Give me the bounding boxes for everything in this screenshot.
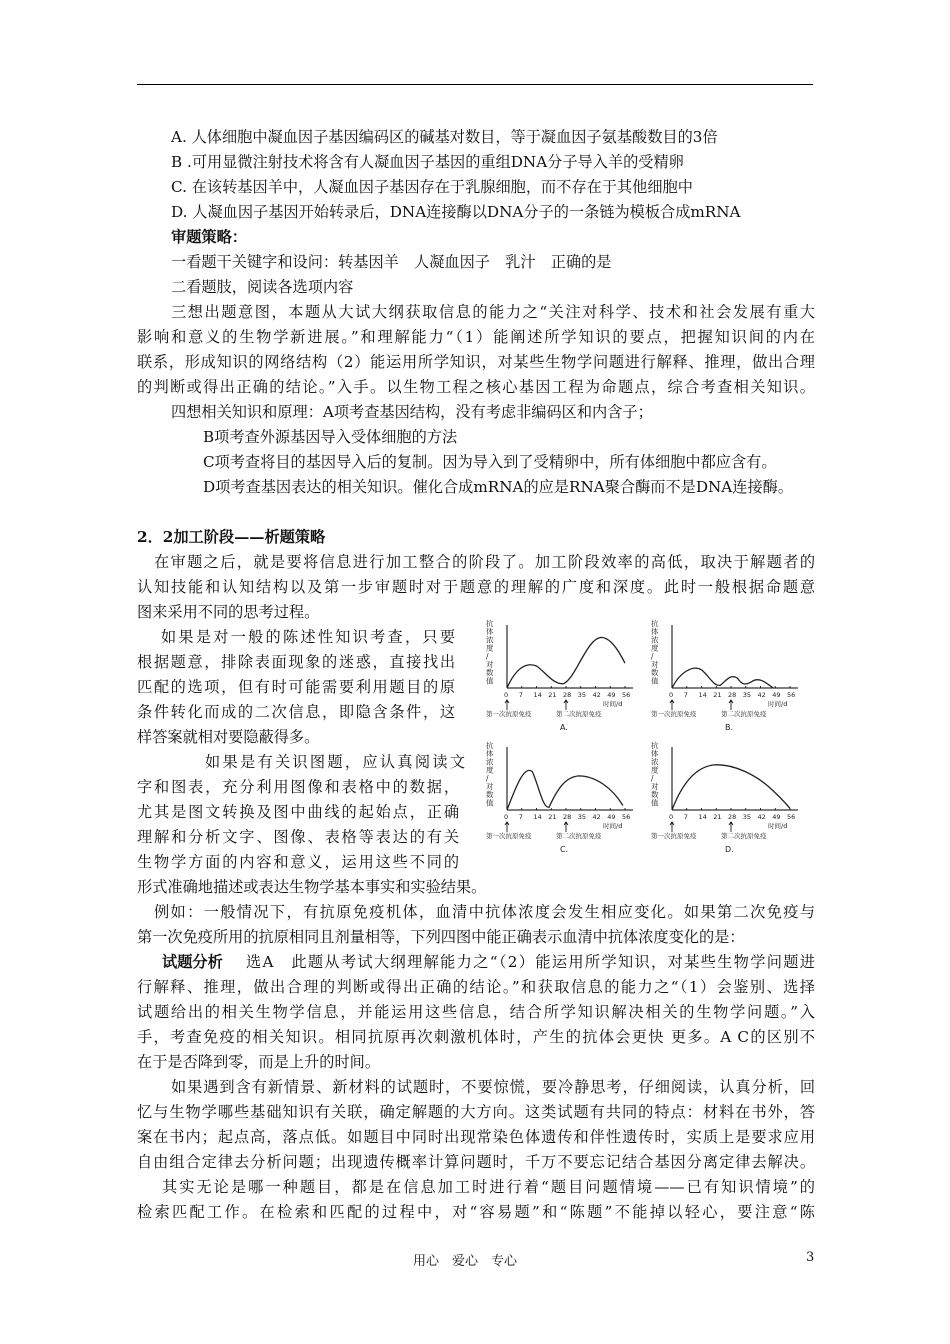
paragraph-line: 条件转化而成的二次信息，即隐含条件，这 (137, 703, 455, 721)
x-tick-label: 0 (669, 813, 674, 821)
panel-label: C. (560, 845, 569, 854)
y-axis-label-char: / (486, 773, 489, 783)
arrow-icon (729, 700, 733, 710)
arrow-icon (505, 700, 509, 710)
paragraph-line: 样答案就相对要隐蔽得多。 (137, 728, 320, 746)
strategy-step3-line: 影响和意义的生物学新进展。”和理解能力“（1）能阐述所学知识的要点，把握知识间的内在 (137, 328, 815, 346)
x-tick-label: 7 (683, 813, 688, 821)
y-axis-label-char: 度 (486, 643, 494, 653)
antibody-figure (480, 618, 815, 856)
second-immunization-label: 第二次抗原免疫 (721, 710, 767, 718)
x-tick-label: 28 (563, 691, 572, 699)
x-tick-label: 21 (713, 691, 722, 699)
analysis-heading: 试题分析 (162, 953, 223, 971)
paragraph-line: 忆与生物学哪些基础知识有关联，确定解题的大方向。这类试题有共同的特点：材料在书外，答 (137, 1103, 815, 1121)
y-axis-label-char: 数 (651, 668, 659, 678)
x-tick-label: 14 (533, 691, 542, 699)
header-rule (137, 84, 813, 85)
arrow-icon (729, 822, 733, 832)
first-immunization-label: 第一次抗原免疫 (651, 832, 697, 840)
graph-panel (486, 740, 633, 854)
strategy-step4: 四想相关知识和原理：A项考查基因结构，没有考虑非编码区和内含子； (171, 403, 653, 421)
panel-label: A. (560, 723, 568, 732)
x-tick-label: 21 (713, 813, 722, 821)
x-tick-label: 0 (669, 691, 674, 699)
option-c: C. 在该转基因羊中，人凝血因子基因存在于乳腺细胞，而不存在于其他细胞中 (171, 178, 693, 196)
x-axis-unit: 时间/d (603, 700, 623, 708)
panel-label: B. (725, 723, 734, 732)
option-d: D. 人凝血因子基因开始转录后，DNA连接酶以DNA分子的一条链为模板合成mRNA (171, 203, 741, 221)
y-axis-label-char: 体 (486, 749, 494, 759)
y-axis-label-char: 体 (651, 749, 659, 759)
x-tick-label: 35 (577, 813, 587, 821)
y-axis-label-char: / (651, 651, 654, 661)
y-axis-label-char: 抗 (651, 741, 659, 750)
y-axis-label-char: 值 (651, 676, 659, 686)
x-tick-label: 7 (683, 691, 688, 699)
x-tick-label: 56 (622, 691, 631, 699)
x-tick-label: 0 (504, 691, 509, 699)
y-axis-label-char: 抗 (651, 619, 659, 628)
arrow-icon (670, 822, 674, 832)
analysis-line: 手，考查免疫的相关知识。相同抗原再次刺激机体时，产生的抗体会更快 更多。A C的区别不 (137, 1028, 815, 1046)
first-immunization-label: 第一次抗原免疫 (651, 710, 697, 718)
x-tick-label: 28 (728, 813, 737, 821)
y-axis-label-char: 浓 (486, 757, 494, 767)
strategy-heading: 审题策略： (171, 228, 247, 246)
first-immunization-label: 第一次抗原免疫 (486, 832, 532, 840)
x-tick-label: 35 (742, 813, 752, 821)
example-line: 例如：一般情况下，有抗原免疫机体，血清中抗体浓度会发生相应变化。如果第二次免疫与 (154, 903, 815, 921)
analysis-line: 行解释、推理，做出合理的判断或得出正确的结论。”和获取信息的能力之“（1）会鉴别、选择 (137, 978, 815, 996)
analysis-line: 选A 此题从考试大纲理解能力之“（2）能运用所学知识，对某些生物学问题进 (246, 953, 815, 971)
x-tick-label: 0 (504, 813, 509, 821)
y-axis-label-char: 对 (486, 660, 494, 669)
strategy-step3-line: 联系，形成知识的网络结构（2）能运用所学知识，对某些生物学问题进行解释、推理，做出合理 (137, 353, 815, 371)
paragraph-line: 检索匹配工作。在检索和匹配的过程中，对“容易题”和“陈题”不能掉以轻心，要注意“陈 (137, 1203, 815, 1221)
second-immunization-label: 第二次抗原免疫 (556, 710, 602, 718)
antibody-curve (672, 668, 773, 688)
y-axis-label-char: 体 (651, 627, 659, 637)
x-tick-label: 14 (698, 813, 707, 821)
paragraph-line: 认知技能和认知结构以及第一步审题时对于题意的理解的广度和深度。此时一般根据命题意 (137, 578, 815, 596)
example-line: 第一次免疫所用的抗原相同且剂量相等，下列四图中能正确表示血清中抗体浓度变化的是： (137, 928, 745, 946)
y-axis-label-char: / (486, 651, 489, 661)
strategy-step3-line: 三想出题意图，本题从大试大纲获取信息的能力之“关注对科学、技术和社会发展有重大 (171, 303, 815, 321)
paragraph-line: 其实无论是哪一种题目，都是在信息加工时进行着“题目问题情境——已有知识情境”的 (162, 1178, 815, 1196)
paragraph-line: 匹配的选项，但有时可能需要利用题目的原 (137, 678, 455, 696)
paragraph-line: 形式准确地描述或表达生物学基本事实和实验结果。 (137, 878, 487, 896)
footer-motto: 用心 爱心 专心 (413, 1254, 518, 1269)
x-tick-label: 14 (533, 813, 542, 821)
option-b: B .可用显微注射技术将含有人凝血因子基因的重组DNA分子导入羊的受精卵 (171, 153, 684, 171)
paragraph-line: 自由组合定律去分析问题；出现遗传概率计算问题时，千万不要忘记结合基因分离定律去解决。 (137, 1153, 815, 1171)
y-axis-label-char: 对 (651, 782, 659, 791)
x-tick-label: 56 (622, 813, 631, 821)
y-axis-label-char: 度 (486, 765, 494, 775)
page-number: 3 (806, 1250, 815, 1265)
antibody-curve (507, 770, 623, 810)
arrow-icon (564, 822, 568, 832)
strategy-step2: 二看题肢，阅读各选项内容 (171, 278, 354, 296)
arrow-icon (670, 700, 674, 710)
x-tick-label: 7 (518, 691, 523, 699)
y-axis-label-char: 浓 (651, 757, 659, 767)
strategy-step3-line: 的判断或得出正确的结论。”入手。以生物工程之核心基因工程为命题点，综合考查相关知识。 (137, 378, 815, 396)
x-tick-label: 28 (728, 691, 737, 699)
panel-label: D. (725, 845, 734, 854)
x-tick-label: 49 (772, 813, 781, 821)
x-tick-label: 56 (787, 691, 796, 699)
x-tick-label: 42 (757, 813, 766, 821)
x-tick-label: 49 (607, 813, 616, 821)
strategy-step4-b: B项考查外源基因导入受体细胞的方法 (203, 428, 458, 446)
x-tick-label: 35 (577, 691, 587, 699)
y-axis-label-char: 值 (486, 798, 494, 808)
graph-panel (651, 740, 798, 854)
y-axis-label-char: 度 (651, 765, 659, 775)
x-tick-label: 21 (548, 691, 557, 699)
paragraph-line: 如果是有关识图题，应认真阅读文 (205, 753, 465, 771)
paragraph-line: 字和图表，充分利用图像和表格中的数据， (137, 778, 459, 796)
x-axis-unit: 时间/d (768, 822, 788, 830)
paragraph-line: 图来采用不同的思考过程。 (137, 603, 320, 621)
y-axis-label-char: 对 (651, 660, 659, 669)
x-tick-label: 49 (607, 691, 616, 699)
second-immunization-label: 第二次抗原免疫 (556, 832, 602, 840)
y-axis-label-char: 值 (651, 798, 659, 808)
paragraph-line: 在审题之后，就是要将信息进行加工整合的阶段了。加工阶段效率的高低，取决于解题者的 (154, 553, 815, 571)
paragraph-line: 如果是对一般的陈述性知识考查，只要 (161, 628, 455, 646)
y-axis-label-char: 体 (486, 627, 494, 637)
strategy-step4-c: C项考查将目的基因导入后的复制。因为导入到了受精卵中，所有体细胞中都应含有。 (203, 453, 777, 471)
graph-panel (486, 618, 633, 732)
x-tick-label: 42 (592, 691, 601, 699)
arrow-icon (564, 700, 568, 710)
x-tick-label: 7 (518, 813, 523, 821)
y-axis-label-char: 数 (651, 790, 659, 800)
y-axis-label-char: 数 (486, 668, 494, 678)
first-immunization-label: 第一次抗原免疫 (486, 710, 532, 718)
y-axis-label-char: 值 (486, 676, 494, 686)
paragraph-line: 尤其是图文转换及图中曲线的起始点，正确 (137, 803, 459, 821)
y-axis-label-char: 浓 (486, 635, 494, 645)
x-tick-label: 21 (548, 813, 557, 821)
y-axis-label-char: 对 (486, 782, 494, 791)
antibody-curve (672, 765, 790, 810)
x-axis-unit: 时间/d (603, 822, 623, 830)
arrow-icon (505, 822, 509, 832)
x-tick-label: 28 (563, 813, 572, 821)
y-axis-label-char: 度 (651, 643, 659, 653)
y-axis-label-char: 浓 (651, 635, 659, 645)
y-axis-label-char: 抗 (486, 619, 494, 628)
paragraph-line: 案在书内；起点高，落点低。如题目中同时出现常染色体遗传和伴性遗传时，实质上是要求应用 (137, 1128, 815, 1146)
x-tick-label: 35 (742, 691, 752, 699)
paragraph-line: 理解和分析文字、图像、表格等表达的有关 (137, 828, 459, 846)
antibody-curve (507, 637, 625, 688)
x-tick-label: 42 (592, 813, 601, 821)
graph-panel (651, 618, 798, 732)
paragraph-line: 生物学方面的内容和意义，运用这些不同的 (137, 853, 459, 871)
paragraph-line: 如果遇到含有新情景、新材料的试题时，不要惊慌，要冷静思考，仔细阅读，认真分析，回 (171, 1078, 815, 1096)
analysis-line: 在于是否降到零，而是上升的时间。 (137, 1053, 380, 1071)
second-immunization-label: 第二次抗原免疫 (721, 832, 767, 840)
x-axis-unit: 时间/d (768, 700, 788, 708)
strategy-step1: 一看题干关键字和设问：转基因羊 人凝血因子 乳汁 正确的是 (171, 253, 612, 271)
paragraph-line: 根据题意，排除表面现象的迷惑，直接找出 (137, 653, 455, 671)
x-tick-label: 42 (757, 691, 766, 699)
x-tick-label: 14 (698, 691, 707, 699)
x-tick-label: 49 (772, 691, 781, 699)
section-heading: 2．2加工阶段——析题策略 (137, 528, 326, 546)
strategy-step4-d: D项考查基因表达的相关知识。催化合成mRNA的应是RNA聚合酶而不是DNA连接酶。 (203, 478, 794, 496)
y-axis-label-char: / (651, 773, 654, 783)
option-a: A. 人体细胞中凝血因子基因编码区的碱基对数目，等于凝血因子氨基酸数目的3倍 (171, 128, 718, 146)
y-axis-label-char: 抗 (486, 741, 494, 750)
x-tick-label: 56 (787, 813, 796, 821)
y-axis-label-char: 数 (486, 790, 494, 800)
analysis-line: 试题给出的相关生物学信息，并能运用这些信息，结合所学知识解决相关的生物学问题。”入 (137, 1003, 815, 1021)
